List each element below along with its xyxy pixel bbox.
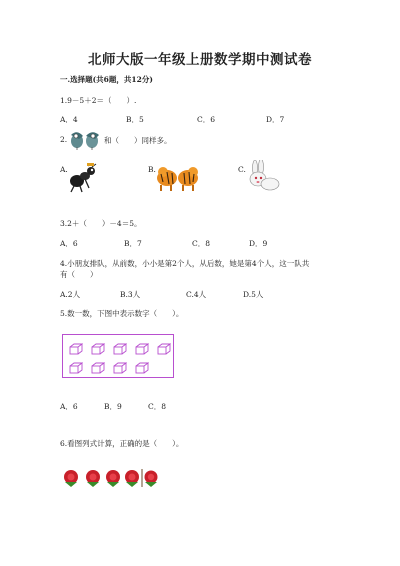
cube-icon — [113, 362, 127, 374]
q4-option-a[interactable]: A.2人 — [60, 290, 81, 299]
flower-row — [62, 468, 158, 488]
question-4-stem-line2: 有（ ） — [60, 270, 98, 279]
question-3-stem: 3.2＋（ ）－4＝5。 — [60, 219, 142, 228]
q5-option-a[interactable]: A．6 — [60, 402, 78, 411]
flower-icon — [125, 470, 139, 487]
q1-option-d[interactable]: D．7 — [266, 115, 285, 124]
cube-icon — [135, 343, 149, 355]
q3-option-a[interactable]: A．6 — [60, 239, 78, 248]
cube-icon — [91, 343, 105, 355]
ant-icon — [68, 163, 98, 193]
q1-option-b[interactable]: B．5 — [126, 115, 144, 124]
cube-icon — [135, 362, 149, 374]
q4-option-c[interactable]: C.4人 — [186, 290, 207, 299]
q4-option-b[interactable]: B.3人 — [120, 290, 141, 299]
cube-icon — [91, 362, 105, 374]
q2-option-a[interactable]: A. — [60, 165, 68, 174]
question-5-stem: 5.数一数，下图中表示数字（ ）。 — [60, 309, 184, 318]
question-2-prefix: 2. — [60, 135, 68, 144]
cube-icon — [113, 343, 127, 355]
page-title: 北师大版一年级上册数学期中测试卷 — [88, 52, 312, 68]
rabbit-icon — [246, 160, 280, 192]
q4-option-d[interactable]: D.5人 — [243, 290, 264, 299]
q5-option-c[interactable]: C．8 — [148, 402, 167, 411]
q5-option-b[interactable]: B．9 — [104, 402, 122, 411]
question-2-suffix: 和（ ）同样多。 — [104, 136, 172, 145]
section-heading: 一.选择题(共6题，共12分) — [60, 75, 153, 84]
question-6-stem: 6.看图列式计算，正确的是（ ）。 — [60, 439, 184, 448]
q2-option-c[interactable]: C. — [238, 165, 246, 174]
q3-option-b[interactable]: B．7 — [124, 239, 142, 248]
tiger-icon — [155, 164, 201, 192]
flower-icon — [86, 470, 100, 487]
cube-figure — [62, 334, 174, 378]
cube-icon — [69, 343, 83, 355]
flower-icon — [106, 470, 120, 487]
q1-option-a[interactable]: A．4 — [60, 115, 78, 124]
flower-icon — [145, 471, 158, 488]
q1-option-c[interactable]: C．6 — [197, 115, 216, 124]
q3-option-d[interactable]: D．9 — [249, 239, 268, 248]
flower-icon — [64, 470, 78, 487]
bird-pair-icon — [67, 130, 103, 150]
question-4-stem-line1: 4.小朋友排队，从前数，小小是第2个人，从后数，她是第4个人，这一队共 — [60, 259, 310, 268]
cube-icon — [69, 362, 83, 374]
cube-icon — [157, 343, 171, 355]
q3-option-c[interactable]: C．8 — [192, 239, 211, 248]
question-1-stem: 1.9－5＋2＝（ ）. — [60, 96, 137, 105]
q2-option-b[interactable]: B. — [148, 165, 156, 174]
